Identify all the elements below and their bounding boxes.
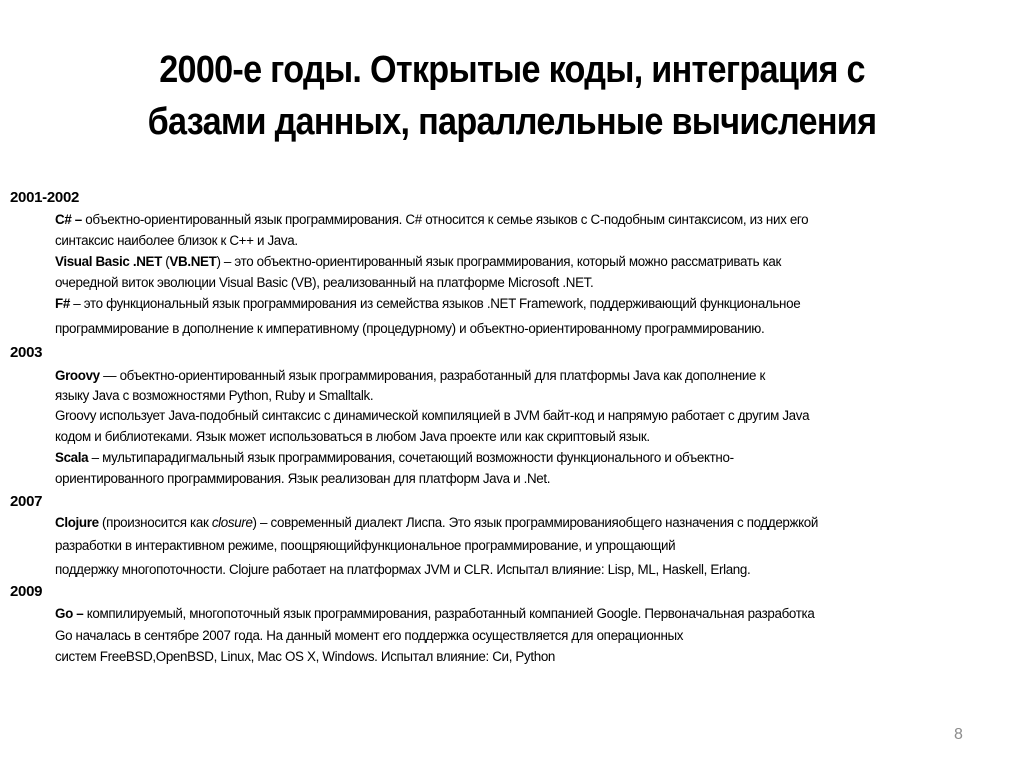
page-number: 8 [954,726,963,743]
text-segment: ( [161,254,170,269]
text-segment: компилируемый, многопоточный язык программирования, разработанный компанией Google. Первоначальная разработка [83,606,815,621]
text-line [55,367,765,384]
text-segment: – это функциональный язык программирования из семейства языков .NET Framework, поддерживающий функциональное [69,296,801,311]
text-line [55,211,808,228]
year-heading: 2009 [10,583,43,600]
text-line [55,428,650,445]
text-segment: closure [211,515,253,530]
text-line [55,387,373,404]
language-name: Scala [55,450,92,465]
slide-title-line-1: 2000-е годы. Открытые коды, интеграция с [159,49,865,91]
text-segment: ) – это объектно-ориентированный язык программирования, который можно рассматривать как [216,254,781,269]
text-segment: — объектно-ориентированный язык программирования, разработанный для платформы Java как дополнение к [99,368,766,383]
text-line [55,295,800,312]
language-name: F# [55,296,70,311]
text-line [55,470,550,487]
text-line [55,407,809,424]
text-line [55,627,683,644]
text-line [55,320,764,337]
text-line [55,274,593,291]
language-name: Groovy [55,368,100,383]
text-line [55,232,298,249]
year-heading: 2001-2002 [10,189,80,206]
text-line [55,449,734,466]
language-name: Clojure [55,515,99,530]
text-segment: объектно-ориентированный язык программирования. C# относится к семье языков с C-подобным синтаксисом, из них его [81,212,809,227]
year-heading: 2003 [10,344,43,361]
text-segment: поддержку многопоточности. Clojure работает на платформах JVM и CLR. Испытал влияние: Lisp, ML, Haskell, Erlang. [55,562,751,577]
text-line [55,253,781,270]
text-segment: кодом и библиотеками. Язык может использоваться в любом Java проекте или как скриптовый язык. [55,429,650,444]
text-line [55,605,814,622]
text-segment: Go началась в сентябре 2007 года. На данный момент его поддержка осуществляется для операционных [55,628,684,643]
text-segment: (произносится как [98,515,212,530]
text-line [55,648,555,665]
text-segment: программирование в дополнение к императивному (процедурному) и объектно-ориентированному программированию. [55,321,765,336]
language-name: Visual Basic .NET [55,254,162,269]
text-segment: систем FreeBSD,OpenBSD, Linux, Mac OS X, Windows. Испытал влияние: Си, Python [55,649,556,664]
text-line [55,514,818,531]
language-name: C# – [55,212,82,227]
text-segment: синтаксис наиболее близок к C++ и Java. [55,233,298,248]
text-segment: языку Java с возможностями Python, Ruby и Smalltalk. [55,388,374,403]
slide-title-line-2: базами данных, параллельные вычисления [147,101,877,143]
text-segment: – мультипарадигмальный язык программирования, сочетающий возможности функционального и объектно- [91,450,734,465]
text-segment: ориентированного программирования. Язык реализован для платформ Java и .Net. [55,471,551,486]
text-segment: разработки в интерактивном режиме, поощряющийфункциональное программирование, и упрощающий [55,538,676,553]
year-heading: 2007 [10,493,43,510]
language-name: VB.NET [169,254,217,269]
text-segment: ) – современный диалект Лиспа. Это язык программированияобщего назначения с поддержкой [252,515,819,530]
language-name: Go – [55,606,84,621]
text-line [55,561,750,578]
text-line [55,537,675,554]
text-segment: Groovy использует Java-подобный синтаксис с динамической компиляцией в JVM байт-код и напрямую работает с другим Java [55,408,810,423]
text-segment: очередной виток эволюции Visual Basic (VB), реализованный на платформе Microsoft .NET. [55,275,594,290]
